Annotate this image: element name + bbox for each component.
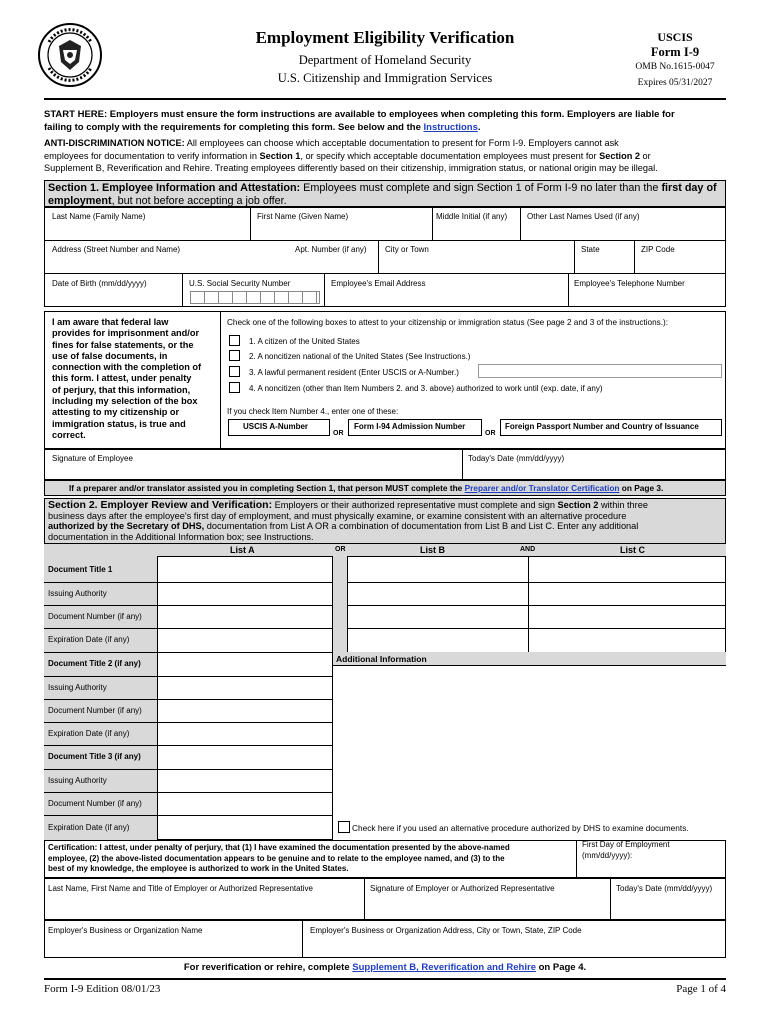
col-divider [432, 207, 433, 240]
ssn-input[interactable] [190, 291, 320, 304]
col-divider [182, 273, 183, 307]
row-divider [44, 273, 726, 274]
document-row-input[interactable] [161, 630, 329, 650]
citizen-option: 1. A citizen of the United States [249, 337, 360, 346]
permanent-resident-option: 3. A lawful permanent resident (Enter USCIS or A-Number.) [249, 368, 459, 377]
first-name-label: First Name (Given Name) [257, 212, 349, 221]
col-divider [324, 273, 325, 307]
row-divider [44, 722, 332, 723]
row-divider [44, 240, 726, 241]
reverification-notice [44, 962, 726, 973]
row-divider [44, 582, 332, 583]
phone-label: Employee's Telephone Number [574, 279, 685, 288]
item4-instruction: If you check Item Number 4., enter one of these: [227, 407, 399, 416]
form-edition: Form I-9 Edition 08/01/23 [44, 983, 161, 995]
document-row-input[interactable] [161, 559, 329, 580]
aware-line: attesting to my citizenship or [52, 407, 180, 418]
noncitizen-national-option: 2. A noncitizen national of the United States (See Instructions.) [249, 352, 471, 361]
cert-line1: Certification: I attest, under penalty of perjury, that (1) I have examined the documentation presented by the above-named [48, 843, 510, 852]
document-row-label: Issuing Authority [48, 775, 107, 785]
uscis-anumber-label: USCIS A-Number [243, 422, 309, 431]
additional-info-input[interactable] [336, 668, 722, 818]
col-divider [462, 449, 463, 480]
document-row-input[interactable] [161, 607, 329, 626]
col-divider [364, 878, 365, 920]
document-row-input[interactable] [161, 771, 329, 790]
start-here-line1: START HERE: Employers must ensure the form instructions are available to employees when completing this form. Employers are liable for [44, 109, 675, 120]
supplement-b-link[interactable]: Supplement B, Reverification and Rehire [352, 962, 536, 973]
first-day-label: First Day of Employment [582, 840, 670, 849]
row-divider [348, 605, 726, 606]
col-divider [378, 240, 379, 273]
zip-input[interactable] [638, 256, 722, 271]
row-divider [44, 769, 332, 770]
aware-line: use of false documents, in [52, 350, 168, 361]
preparer-text: If a preparer and/or translator assisted you in completing Section 1, that person MUST complete the [69, 483, 465, 493]
list-b-input[interactable] [352, 607, 524, 626]
uscis-label: USCIS [657, 30, 693, 44]
dhs-seal-icon [37, 22, 103, 88]
document-row-label: Expiration Date (if any) [48, 728, 130, 738]
alt-procedure-checkbox[interactable] [338, 821, 350, 833]
citizen-checkbox[interactable] [229, 335, 240, 346]
list-b-input[interactable] [352, 559, 524, 580]
col-divider [634, 240, 635, 273]
passport-input[interactable] [501, 436, 721, 448]
list-or-label: OR [335, 546, 346, 553]
other-last-names-label: Other Last Names Used (if any) [527, 212, 640, 221]
aware-line: immigration status, is true and [52, 418, 186, 429]
business-name-input[interactable] [48, 938, 298, 956]
document-row-input[interactable] [161, 817, 329, 838]
start-here-notice [44, 108, 734, 134]
anti-line3: Supplement B, Reverification and Rehire. Treating employees differently based on their citizenship, immigration status, or national origin may be illegal. [44, 163, 658, 173]
work-until-input[interactable] [650, 381, 722, 395]
section1-title: Section 1. Employee Information and Attestation: [48, 182, 301, 194]
apt-label: Apt. Number (if any) [295, 245, 367, 254]
or-label: OR [333, 430, 344, 437]
row-divider [44, 605, 332, 606]
list-b-label: List B [420, 545, 446, 555]
list-c-label: List C [620, 545, 646, 555]
row-divider [44, 815, 332, 816]
document-row-input[interactable] [161, 794, 329, 813]
state-label: State [581, 245, 600, 254]
document-row-label: Issuing Authority [48, 682, 107, 692]
col-divider [568, 273, 569, 307]
zip-label: ZIP Code [641, 245, 675, 254]
list-separator [332, 556, 348, 652]
list-c-input[interactable] [532, 630, 722, 650]
row-divider [348, 628, 726, 629]
section2-ref: Section 2 [557, 500, 599, 510]
uscis-anumber-input[interactable] [229, 436, 329, 448]
employer-signature-input[interactable] [368, 896, 606, 918]
address-input[interactable] [48, 256, 374, 271]
row-divider [44, 745, 332, 746]
col-divider [574, 240, 575, 273]
section1-header [44, 180, 726, 207]
footer-divider [44, 978, 726, 980]
i94-label: Form I-94 Admission Number [354, 422, 466, 431]
city-label: City or Town [385, 245, 429, 254]
list-c-input[interactable] [532, 607, 722, 626]
ssn-label: U.S. Social Security Number [189, 279, 291, 288]
middle-initial-label: Middle Initial (if any) [436, 212, 508, 221]
section2-t2: business days after the employee's first day of employment, and must physically examine, or examine consistent with an alternative procedure [48, 510, 627, 521]
aware-line: connection with the completion of [52, 362, 202, 373]
section2-header [44, 498, 726, 544]
col-divider [250, 207, 251, 240]
middle-initial-input[interactable] [436, 222, 516, 238]
agency-name: U.S. Citizenship and Immigration Services [277, 71, 493, 85]
row-label-col [44, 556, 158, 840]
business-address-input[interactable] [306, 938, 722, 956]
employee-signature-label: Signature of Employee [52, 454, 133, 463]
email-label: Employee's Email Address [331, 279, 426, 288]
document-row-label: Issuing Authority [48, 588, 107, 598]
dob-input[interactable] [48, 290, 178, 305]
expiration-date: Expires 05/31/2027 [637, 78, 713, 88]
permanent-resident-input[interactable] [478, 364, 722, 378]
omb-number: OMB No.1615-0047 [635, 62, 715, 72]
document-row-input[interactable] [161, 584, 329, 603]
aware-line: provides for imprisonment and/or [52, 328, 200, 339]
document-row-label: Document Title 2 (if any) [48, 659, 141, 668]
employee-signature-input[interactable] [48, 464, 458, 478]
passport-label: Foreign Passport Number and Country of Issuance [505, 422, 699, 431]
anti-discrimination-notice [44, 137, 734, 175]
first-day-format: (mm/dd/yyyy): [582, 851, 633, 860]
employee-date-input[interactable] [466, 464, 722, 478]
certification-text [48, 843, 578, 875]
document-row-label: Document Title 3 (if any) [48, 752, 141, 761]
row-divider [44, 652, 332, 653]
document-row-label: Document Title 1 [48, 564, 113, 574]
city-input[interactable] [382, 256, 570, 271]
preparer-notice [44, 480, 726, 496]
preparer-link[interactable]: Preparer and/or Translator Certification [464, 483, 620, 493]
section1-subtitle: Employees must complete and sign Section 1 of Form I-9 no later than the [300, 182, 662, 194]
row-divider [44, 628, 332, 629]
row-divider [44, 676, 332, 677]
section1-tail: , but not before accepting a job offer. [111, 194, 287, 207]
phone-input[interactable] [572, 290, 722, 305]
page-number: Page 1 of 4 [676, 983, 726, 995]
list-b-input[interactable] [352, 630, 524, 650]
aware-line: correct. [52, 429, 86, 440]
state-select[interactable] [578, 256, 630, 271]
i94-input[interactable] [349, 436, 481, 448]
last-name-label: Last Name (Family Name) [52, 212, 146, 221]
row-divider [348, 582, 726, 583]
first-day-input[interactable] [640, 851, 722, 875]
document-row-input[interactable] [161, 701, 329, 720]
anti-title: ANTI-DISCRIMINATION NOTICE: [44, 138, 185, 148]
section2-title: Section 2. Employer Review and Verification: [48, 499, 273, 511]
noncitizen-authorized-checkbox[interactable] [229, 382, 240, 393]
section2-t3a: authorized by the Secretary of DHS, [48, 521, 205, 531]
list-c-input[interactable] [532, 584, 722, 603]
document-row-label: Expiration Date (if any) [48, 635, 130, 644]
document-row-label: Expiration Date (if any) [48, 822, 130, 832]
employer-date-input[interactable] [614, 896, 722, 918]
aware-line: fines for false statements, or the [52, 339, 194, 350]
col-divider [302, 920, 303, 958]
period: . [477, 122, 481, 133]
rever-tail: on Page 4. [535, 962, 587, 973]
row-divider [44, 699, 332, 700]
col-divider [528, 556, 529, 652]
noncitizen-authorized-option: 4. A noncitizen (other than Item Numbers 2. and 3. above) authorized to work until (exp. date, if any) [249, 384, 603, 393]
email-input[interactable] [328, 290, 564, 305]
document-row-input[interactable] [161, 654, 329, 674]
aware-line: I am aware that federal law [52, 317, 169, 327]
aware-statement [52, 317, 220, 441]
dob-label: Date of Birth (mm/dd/yyyy) [52, 279, 147, 288]
employer-date-label: Today's Date (mm/dd/yyyy) [616, 884, 713, 893]
start-here-line2: failing to comply with the requirements for completing this form. See below and the [44, 122, 424, 133]
col-divider [610, 878, 611, 920]
row-divider [44, 792, 332, 793]
document-row-input[interactable] [161, 724, 329, 743]
col-divider [520, 207, 521, 240]
form-title: Employment Eligibility Verification [255, 28, 515, 47]
additional-info-label: Additional Information [336, 654, 427, 664]
aware-line: this form. I attest, under penalty [52, 373, 192, 384]
section2-t1c: within three [598, 500, 648, 510]
list-b-input[interactable] [352, 584, 524, 603]
rever-text: For reverification or rehire, complete [183, 962, 353, 973]
noncitizen-national-checkbox[interactable] [229, 350, 240, 361]
list-and-label: AND [520, 546, 536, 553]
employee-date-label: Today's Date (mm/dd/yyyy) [468, 454, 565, 463]
col-divider [220, 311, 221, 449]
instructions-link[interactable]: Instructions [423, 122, 478, 133]
section2-t4: documentation in the Additional Information box; see Instructions. [48, 531, 314, 542]
aware-line: of perjury, that this information, [52, 384, 191, 395]
or-label: OR [485, 430, 496, 437]
check-intro: Check one of the following boxes to attest to your citizenship or immigration status (See page 2 and 3 of the instructions.): [227, 318, 668, 327]
section2-t3b: documentation from List A OR a combination of documentation from List B and List C. Enter any additional [204, 521, 639, 531]
section2-t1: Employers or their authorized representative must complete and sign [272, 500, 558, 510]
permanent-resident-checkbox[interactable] [229, 366, 240, 377]
department-name: Department of Homeland Security [298, 53, 472, 67]
last-name-input[interactable] [48, 222, 246, 238]
document-row-label: Document Number (if any) [48, 798, 142, 808]
business-name-label: Employer's Business or Organization Name [48, 926, 203, 935]
document-row-input[interactable] [161, 678, 329, 697]
other-last-names-input[interactable] [524, 222, 722, 238]
anti-section2: Section 2 [599, 150, 640, 161]
form-number: Form I-9 [650, 45, 700, 59]
header-divider [44, 98, 726, 100]
preparer-tail: on Page 3. [619, 483, 664, 493]
anti-line2b: , or specify which acceptable documentation employees must present for [300, 150, 600, 161]
employer-name-label: Last Name, First Name and Title of Employer or Authorized Representative [48, 884, 314, 893]
aware-line: including my selection of the box [52, 396, 198, 407]
anti-section1: Section 1 [259, 150, 301, 161]
anti-line2a: employees for documentation to verify information in [44, 150, 260, 161]
employer-signature-label: Signature of Employer or Authorized Representative [370, 884, 555, 893]
cert-line3: best of my knowledge, the employee is authorized to work in the United States. [48, 864, 349, 873]
document-row-label: Document Number (if any) [48, 611, 142, 621]
address-label: Address (Street Number and Name) [52, 245, 181, 254]
cert-line2: employee, (2) the above-listed documentation appears to be genuine and to relate to the employee named, and (3) to the [48, 853, 505, 863]
anti-line2c: or [639, 150, 651, 161]
alt-procedure-label: Check here if you used an alternative procedure authorized by DHS to examine documents. [352, 823, 689, 833]
list-a-label: List A [230, 545, 255, 555]
document-row-input[interactable] [161, 747, 329, 767]
first-name-input[interactable] [254, 222, 428, 238]
list-c-input[interactable] [532, 559, 722, 580]
business-address-label: Employer's Business or Organization Address, City or Town, State, ZIP Code [310, 926, 582, 935]
document-row-label: Document Number (if any) [48, 705, 142, 715]
section1-first-day: first day of employment [48, 182, 717, 207]
anti-line1: All employees can choose which acceptable documentation to present for Form I-9. Employers cannot ask [184, 138, 619, 148]
employer-name-input[interactable] [48, 896, 360, 918]
